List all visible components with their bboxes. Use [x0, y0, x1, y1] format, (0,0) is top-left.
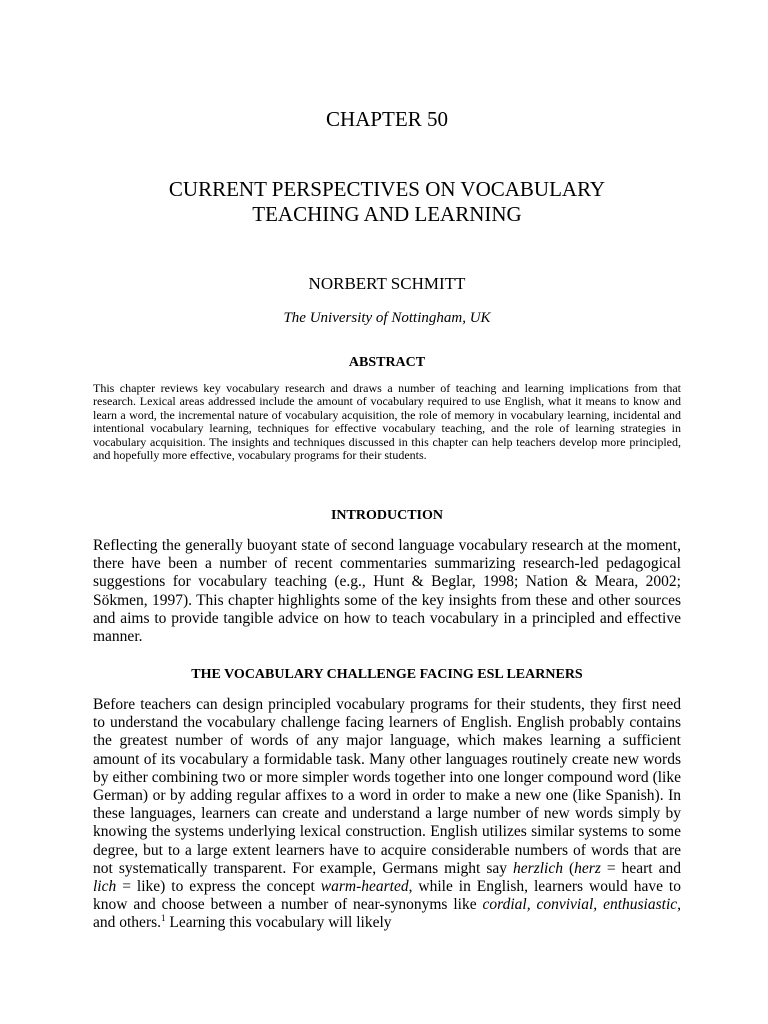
challenge-text-segment: Before teachers can design principled vocabulary programs for their students, they first need to understand the vocabulary challenge facing learners of English. English probably contains the greatest number of words of any major language, which makes learning a sufficient amount of its vocabulary a formidable task. Many other languages routinely create new words by either combining two or more simpler words together into one longer compound word (like German) or by adding regular affixes to a word in order to make a new one (like Spanish). In these languages, learners can create and understand a large number of new words simply by knowing the systems underlying lexical construction. English utilizes similar systems to some degree, but to a large extent learners have to acquire considerable numbers of words that are not systematically transparent. For example, Germans might say — [93, 696, 681, 877]
challenge-heading: THE VOCABULARY CHALLENGE FACING ESL LEARNERS — [191, 667, 583, 682]
chapter-title-line-1: CURRENT PERSPECTIVES ON VOCABULARY — [168, 177, 606, 201]
term-lich: lich — [93, 878, 117, 896]
chapter-title — [0, 177, 768, 227]
chapter-number: CHAPTER 50 — [326, 107, 448, 131]
challenge-text-segment: and others. — [93, 914, 162, 932]
term-synonyms: cordial, convivial, enthusiastic, — [482, 896, 682, 914]
introduction-heading: INTRODUCTION — [330, 508, 443, 523]
challenge-text-segment: ( — [562, 859, 575, 877]
challenge-text-segment: = like) to express the concept — [116, 878, 321, 896]
author-name: NORBERT SCHMITT — [308, 274, 466, 293]
challenge-paragraph — [93, 696, 681, 933]
chapter-title-line-2: TEACHING AND LEARNING — [252, 202, 522, 226]
challenge-text-segment: , while in English, learners would have to know and choose between a number of near-synonyms like — [93, 878, 681, 914]
footnote-reference: 1 — [161, 913, 166, 924]
author-affiliation: The University of Nottingham, UK — [283, 310, 491, 326]
challenge-text-segment: Learning this vocabulary will likely — [165, 914, 392, 932]
term-herz: herz — [574, 859, 601, 877]
abstract-text: This chapter reviews key vocabulary research and draws a number of teaching and learning implications from that research. Lexical areas addressed include the amount of vocabulary required to use English, what it means to know and learn a word, the incremental nature of vocabulary acquisition, the role of memory in vocabulary learning, incidental and intentional vocabulary learning, techniques for effective vocabulary teaching, and the role of learning strategies in vocabulary acquisition. The insights and techniques discussed in this chapter can help teachers develop more principled, and hopefully more effective, vocabulary programs for their students. — [93, 381, 681, 463]
term-warm-hearted: warm-hearted — [320, 878, 409, 896]
challenge-text-segment: = heart and — [600, 859, 682, 877]
abstract-heading: ABSTRACT — [348, 355, 426, 370]
introduction-paragraph: Reflecting the generally buoyant state of second language vocabulary research at the moment, there have been a number of recent commentaries summarizing research-led pedagogical suggestions for vocabulary teaching (e.g., Hunt & Beglar, 1998; Nation & Meara, 2002; Sökmen, 1997). This chapter highlights some of the key insights from these and other sources and aims to provide tangible advice on how to teach vocabulary in a principled and effective manner. — [93, 537, 681, 646]
term-herzlich: herzlich — [513, 859, 563, 877]
